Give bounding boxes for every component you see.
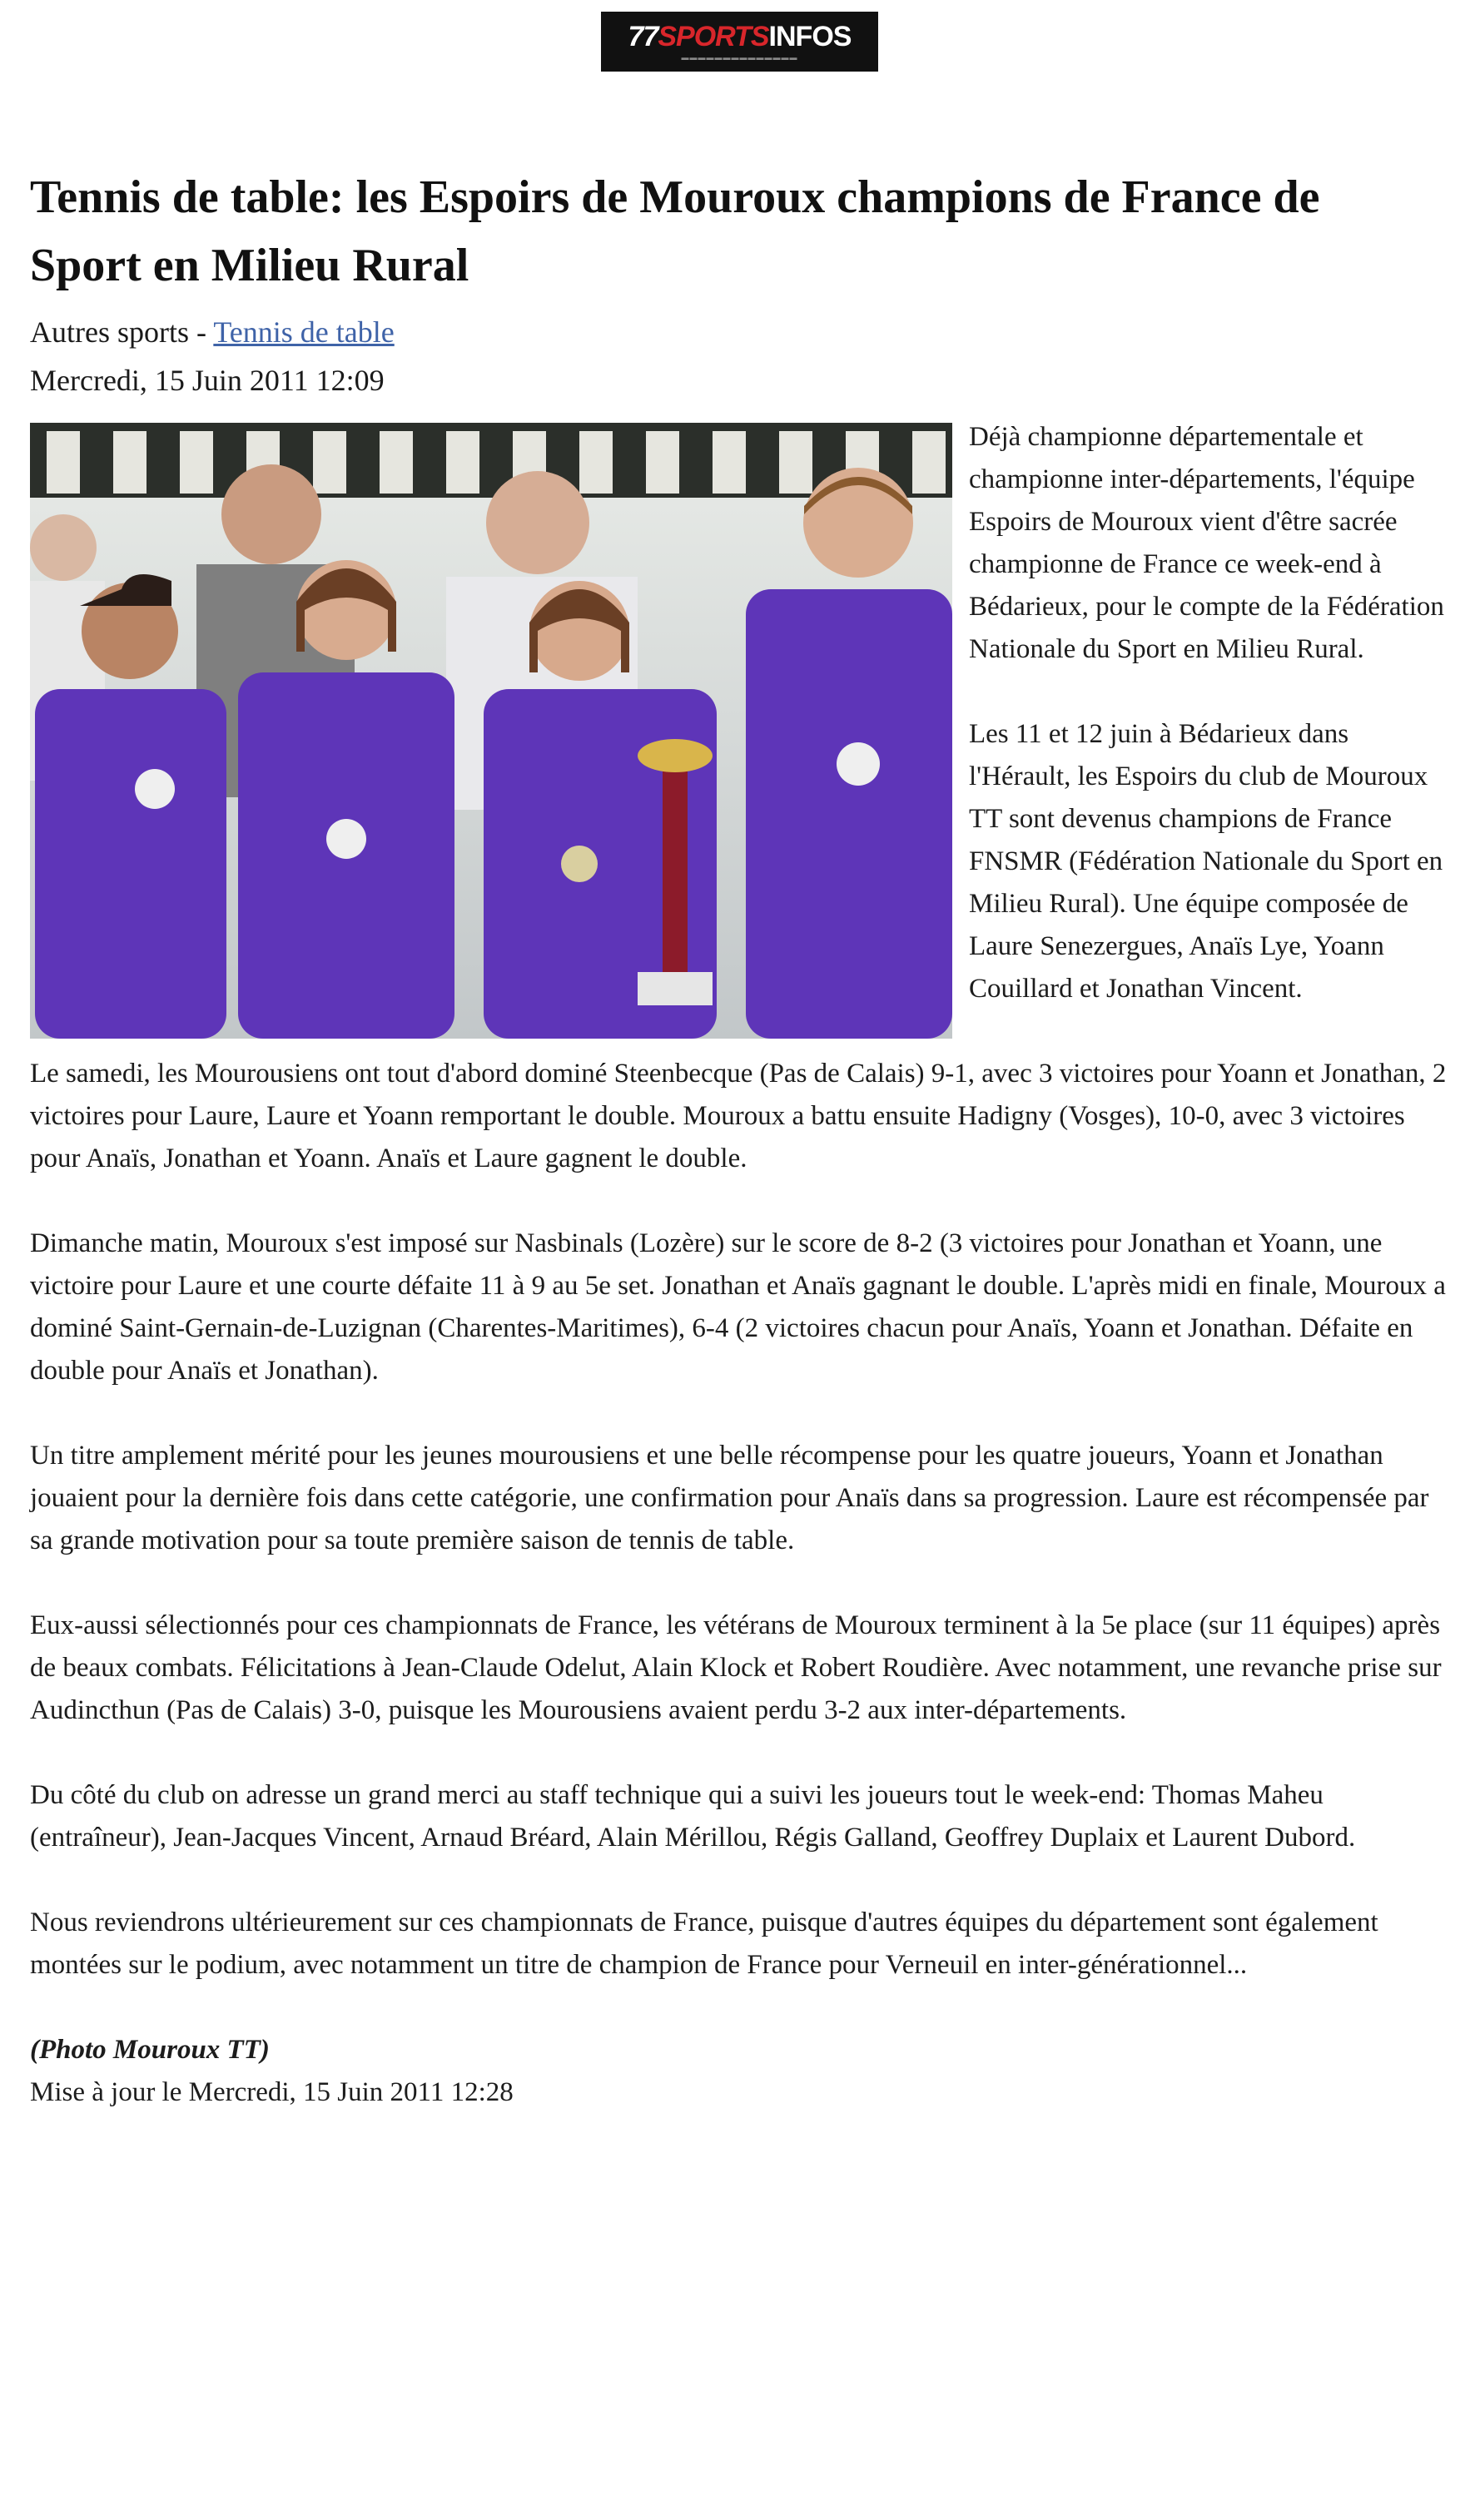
photo-credit: (Photo Mouroux TT) xyxy=(30,2035,270,2065)
article-category xyxy=(30,315,395,350)
site-logo[interactable] xyxy=(601,12,878,72)
article-body xyxy=(30,416,1455,2114)
category-link[interactable]: Tennis de table xyxy=(213,315,395,349)
article-title: Tennis de table: les Espoirs de Mouroux champions de France de Sport en Milieu Rural xyxy=(30,171,1320,291)
paragraph: Du côté du club on adresse un grand merci au staff technique qui a suivi les joueurs tout le week-end: Thomas Maheu (entraîneur), Jean-Jacques Vincent, Arnaud Bréard, Alain Mérillou, Régis Galland, Geoffrey Duplaix et Laurent Dubord. xyxy=(30,1780,1356,1853)
team-photo-icon xyxy=(30,423,952,1039)
team-photo xyxy=(30,423,952,1039)
paragraph: Un titre amplement mérité pour les jeunes mourousiens et une belle récompense pour les quatre joueurs, Yoann et Jonathan jouaient pour la dernière fois dans cette catégorie, une confirmation pour Anaïs dans sa progression. Laure est récompensée par sa grande motivation pour sa toute première saison de tennis de table. xyxy=(30,1441,1429,1555)
logo-tagline-decoration: ▬▬▬▬▬▬▬▬▬▬▬▬▬▬ xyxy=(681,52,798,62)
logo-wordmark: 77SPORTSINFOS xyxy=(628,20,852,52)
paragraph: Déjà championne départementale et championne inter-départements, l'équipe Espoirs de Mouroux vient d'être sacrée championne de France ce week-end à Bédarieux, pour le compte de la Fédération Nationale du Sport en Milieu Rural. xyxy=(969,422,1444,664)
publish-date: Mercredi, 15 Juin 2011 12:09 xyxy=(30,364,385,397)
paragraph: Dimanche matin, Mouroux s'est imposé sur Nasbinals (Lozère) sur le score de 8-2 (3 victoires pour Jonathan et Yoann, une victoire pour Laure et une courte défaite 11 à 9 au 5e set. Jonathan et Anaïs gagnant le double. L'après midi en finale, Mouroux a dominé Saint-Gernain-de-Luzignan (Charentes-Maritimes), 6-4 (2 victoires chacun pour Anaïs, Yoann et Jonathan. Défaite en double pour Anaïs et Jonathan). xyxy=(30,1228,1446,1386)
updated-date: Mise à jour le Mercredi, 15 Juin 2011 12:28 xyxy=(30,2077,514,2107)
paragraph: Le samedi, les Mourousiens ont tout d'abord dominé Steenbecque (Pas de Calais) 9-1, avec 3 victoires pour Yoann et Jonathan, 2 victoires pour Laure, Laure et Yoann remportant le double. Mouroux a battu ensuite Hadigny (Vosges), 10-0, avec 3 victoires pour Anaïs, Jonathan et Yoann. Anaïs et Laure gagnent le double. xyxy=(30,1059,1447,1173)
paragraph: Eux-aussi sélectionnés pour ces championnats de France, les vétérans de Mouroux terminent à la 5e place (sur 11 équipes) après de beaux combats. Félicitations à Jean-Claude Odelut, Alain Klock et Robert Roudière. Avec notamment, une revanche prise sur Audincthun (Pas de Calais) 3-0, puisque les Mourousiens avaient perdu 3-2 aux inter-départements. xyxy=(30,1610,1442,1725)
paragraph: Nous reviendrons ultérieurement sur ces championnats de France, puisque d'autres équipes du département sont également montées sur le podium, avec notamment un titre de champion de France pour Verneuil en inter-générationnel... xyxy=(30,1907,1378,1980)
category-prefix: Autres sports - xyxy=(30,315,214,349)
paragraph: Les 11 et 12 juin à Bédarieux dans l'Hérault, les Espoirs du club de Mouroux TT sont devenus champions de France FNSMR (Fédération Nationale du Sport en Milieu Rural). Une équipe composée de Laure Senezergues, Anaïs Lye, Yoann Couillard et Jonathan Vincent. xyxy=(969,719,1443,1004)
